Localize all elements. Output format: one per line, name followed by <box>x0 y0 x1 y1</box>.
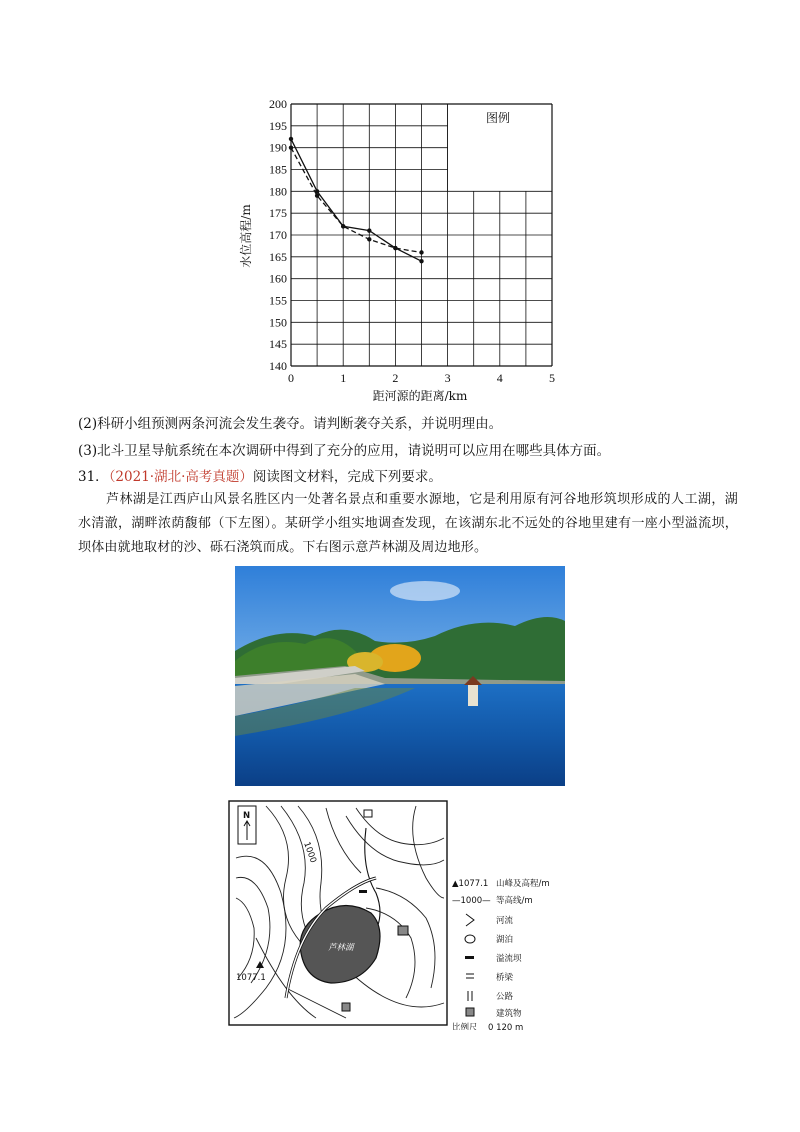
building-icon <box>398 926 408 935</box>
data-point <box>419 250 423 254</box>
terrain-map-drawing <box>226 798 566 1030</box>
road-legend-icon <box>468 991 472 1001</box>
lake-legend-icon <box>465 935 475 943</box>
legend-label-4: 溢流坝 <box>496 954 522 964</box>
data-point <box>367 228 371 232</box>
terrain-map <box>226 798 566 1030</box>
bridge-legend-icon <box>466 974 474 978</box>
lake-photo-drawing <box>235 566 565 786</box>
y-tick-label: 185 <box>269 162 287 177</box>
y-tick-label: 140 <box>269 359 287 373</box>
north-label: N <box>243 811 251 821</box>
legend-label-6: 公路 <box>496 992 514 1002</box>
dam-icon <box>359 890 367 893</box>
y-axis-label: 水位高程/m <box>239 204 253 268</box>
lake-label: 芦林湖 <box>328 943 354 953</box>
y-tick-label: 180 <box>269 184 287 199</box>
peak-label: 1077.1 <box>236 973 266 983</box>
scale-label: 比例尺 <box>452 1023 478 1030</box>
building-icon <box>342 1003 350 1011</box>
y-tick-label: 155 <box>269 293 287 308</box>
chart-svg <box>236 96 566 406</box>
x-axis-label: 距河源的距离/km <box>372 389 468 403</box>
legend-label: 图例 <box>485 111 511 125</box>
y-tick-label: 145 <box>269 337 287 352</box>
question-2: (2)科研小组预测两条河流会发生袭夺。请判断袭夺关系，并说明理由。 <box>78 416 503 432</box>
question-31-header <box>78 467 442 487</box>
y-tick-label: 165 <box>269 249 287 264</box>
x-tick-label: 1 <box>340 371 347 385</box>
y-tick-label: 175 <box>269 206 287 221</box>
map-legend <box>452 878 550 1030</box>
chart-grid <box>291 104 552 366</box>
data-point <box>367 237 371 241</box>
river-legend-icon <box>466 914 474 926</box>
elevation-chart <box>236 96 566 406</box>
legend-symbol-1: —1000— <box>452 896 491 906</box>
y-tick-label: 150 <box>269 315 287 330</box>
legend-label-5: 桥梁 <box>496 973 514 983</box>
data-point <box>341 224 345 228</box>
data-point <box>393 246 397 250</box>
scale-value: 0 120 m <box>488 1023 524 1030</box>
x-tick-label: 5 <box>549 371 555 385</box>
series-line-solid <box>291 139 422 261</box>
dam-legend-icon <box>465 956 474 959</box>
question-source: （2021·湖北·高考真题） <box>108 469 253 485</box>
data-point <box>419 259 423 263</box>
lake-photo <box>235 566 565 786</box>
x-tick-label: 2 <box>392 371 399 385</box>
y-tick-label: 190 <box>269 140 287 155</box>
legend-label-2: 河流 <box>496 916 514 926</box>
legend-label-3: 湖泊 <box>496 935 514 945</box>
chart-series <box>289 137 424 264</box>
data-point <box>289 145 293 149</box>
question-prompt: 阅读图文材料，完成下列要求。 <box>252 469 442 485</box>
data-point <box>315 194 319 198</box>
x-tick-label: 4 <box>496 371 503 385</box>
question-31-paragraph: 芦林湖是江西庐山风景名胜区内一处著名景点和重要水源地，它是利用原有河谷地形筑坝形成的人工湖，湖水清澈，湖畔浓荫馥郁（下左图）。某研学小组实地调查发现，在该湖东北不远处的谷地里建有一座小型溢流坝，坝体由就地取材的沙、砾石浇筑而成。下右图示意芦林湖及周边地形。 <box>78 492 738 555</box>
legend-label-7: 建筑物 <box>496 1009 522 1019</box>
question-3: (3)北斗卫星导航系统在本次调研中得到了充分的应用，请说明可以应用在哪些具体方面。 <box>78 443 611 459</box>
y-tick-label: 160 <box>269 271 287 286</box>
y-tick-label: 200 <box>269 97 287 111</box>
chart-ticks <box>269 97 555 385</box>
contour-value-label: 1000 <box>301 840 318 865</box>
data-point <box>289 137 293 141</box>
series-line-dashed <box>291 148 422 253</box>
y-tick-label: 195 <box>269 118 287 133</box>
x-tick-label: 3 <box>444 371 451 385</box>
legend-label-0: 山峰及高程/m <box>496 879 550 889</box>
building-legend-icon <box>466 1008 474 1016</box>
legend-label-1: 等高线/m <box>496 896 533 906</box>
legend-symbol-0: ▲1077.1 <box>452 879 489 889</box>
question-number: 31． <box>78 469 109 485</box>
y-tick-label: 170 <box>269 228 287 242</box>
x-tick-label: 0 <box>288 371 294 385</box>
